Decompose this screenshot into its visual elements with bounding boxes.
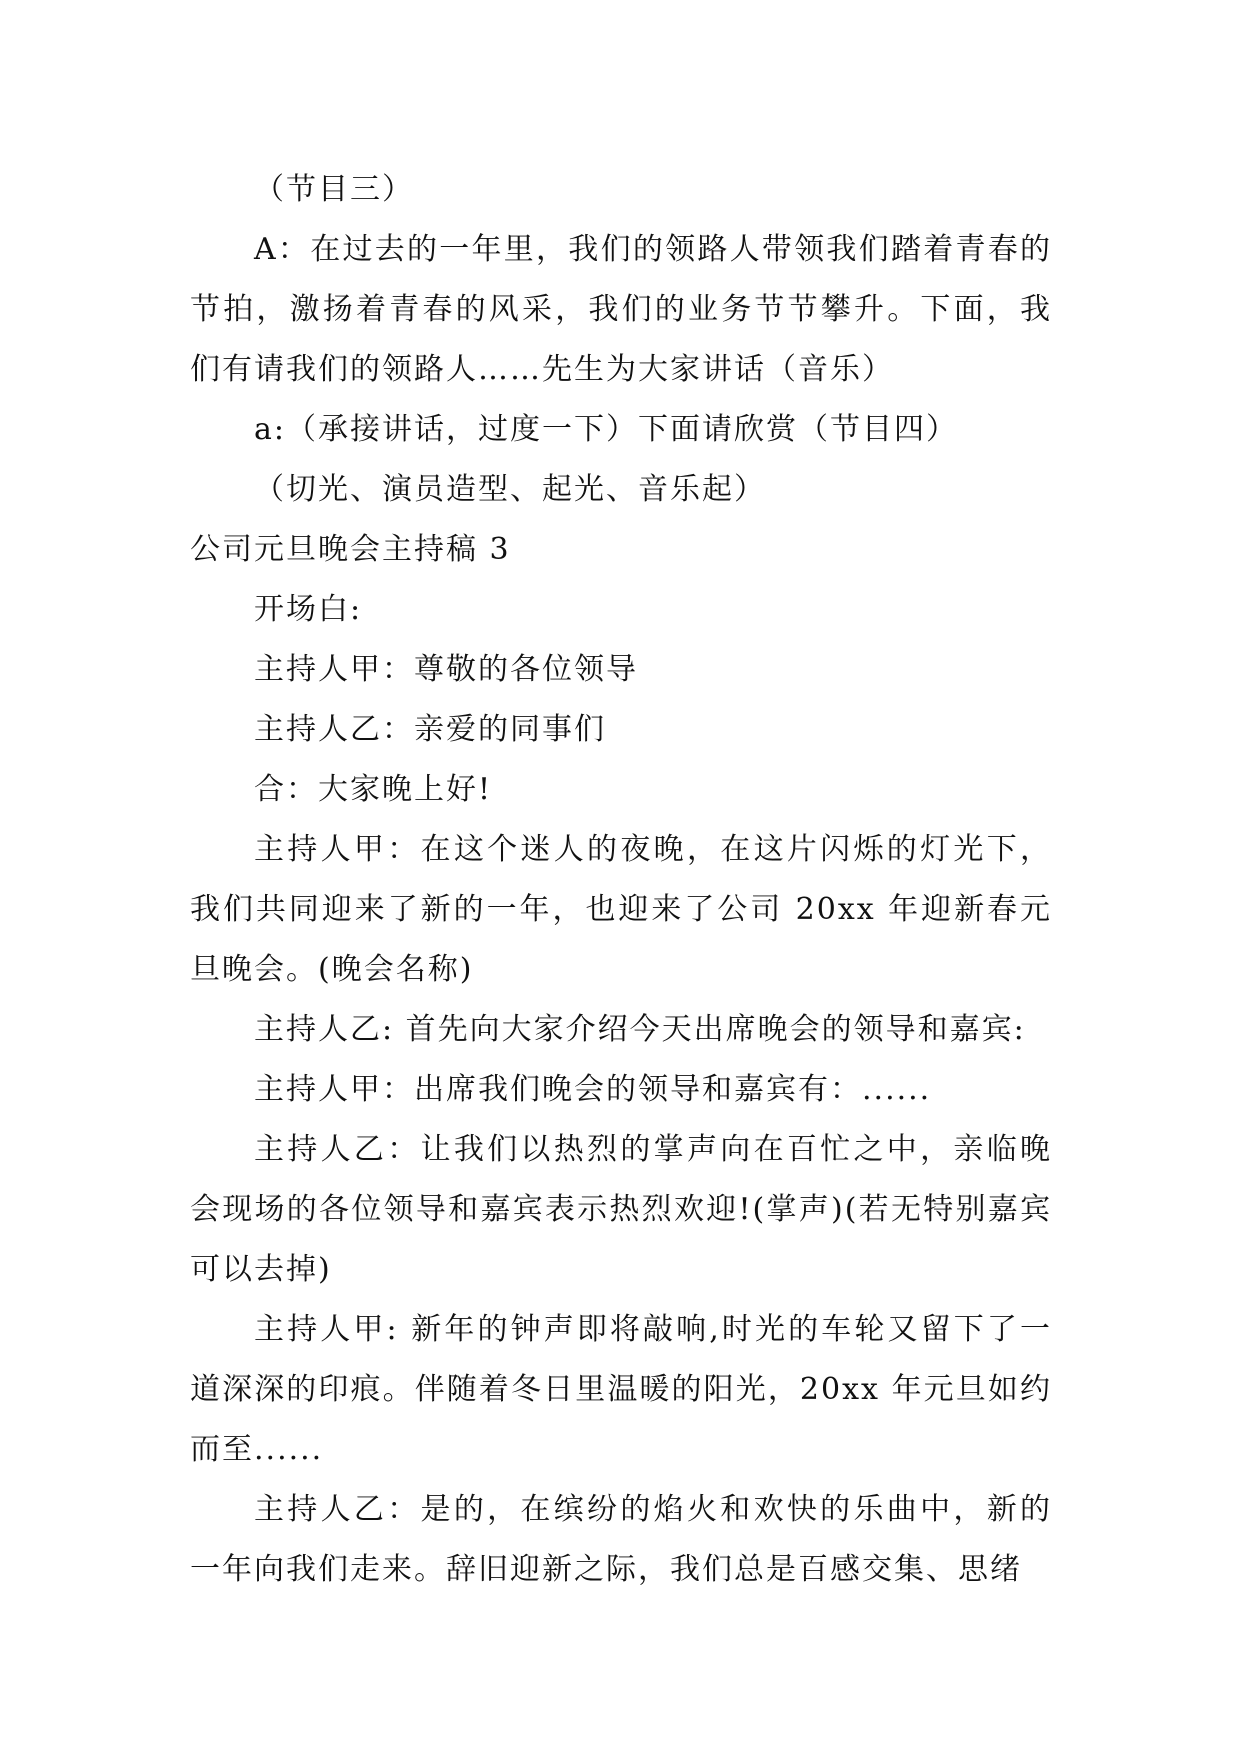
paragraph-host-b-welcome: 主持人乙：让我们以热烈的掌声向在百忙之中，亲临晚会现场的各位领导和嘉宾表示热烈欢迎!(掌声)(若无特别嘉宾可以去掉) (190, 1132, 1052, 1287)
paragraph-host-b-greeting: 主持人乙：亲爱的同事们 (254, 712, 606, 747)
paragraph-program-three: （节目三） (254, 172, 414, 207)
paragraph-host-b-fireworks: 主持人乙：是的，在缤纷的焰火和欢快的乐曲中，新的一年向我们走来。辞旧迎新之际，我们总是百感交集、思绪 (190, 1492, 1052, 1587)
paragraph-program-four: a:（承接讲话，过度一下）下面请欣赏（节目四） (254, 412, 958, 447)
paragraph-opening: 开场白: (254, 592, 363, 627)
paragraph-host-a-new-year: 主持人甲: 新年的钟声即将敲响,时光的车轮又留下了一道深深的印痕。伴随着冬日里温暖的阳光，20xx 年元旦如约而至...... (190, 1312, 1052, 1467)
paragraph-leader-intro: A：在过去的一年里，我们的领路人带领我们踏着青春的节拍，激扬着青春的风采，我们的业务节节攀升。下面，我们有请我们的领路人……先生为大家讲话（音乐） (190, 232, 1052, 387)
paragraph-host-a-evening: 主持人甲：在这个迷人的夜晚，在这片闪烁的灯光下，我们共同迎来了新的一年，也迎来了公司 20xx 年迎新春元旦晚会。(晚会名称) (190, 832, 1052, 987)
paragraph-host-a-guest-list: 主持人甲：出席我们晚会的领导和嘉宾有：...... (254, 1072, 932, 1107)
paragraph-stage-direction: （切光、演员造型、起光、音乐起） (254, 472, 766, 507)
paragraph-together: 合：大家晚上好! (254, 772, 493, 807)
section-heading: 公司元旦晚会主持稿 3 (190, 532, 511, 567)
paragraph-host-a-greeting: 主持人甲：尊敬的各位领导 (254, 652, 638, 687)
document-body (190, 160, 1052, 1600)
paragraph-host-b-guests: 主持人乙: 首先向大家介绍今天出席晚会的领导和嘉宾: (254, 1012, 1026, 1047)
